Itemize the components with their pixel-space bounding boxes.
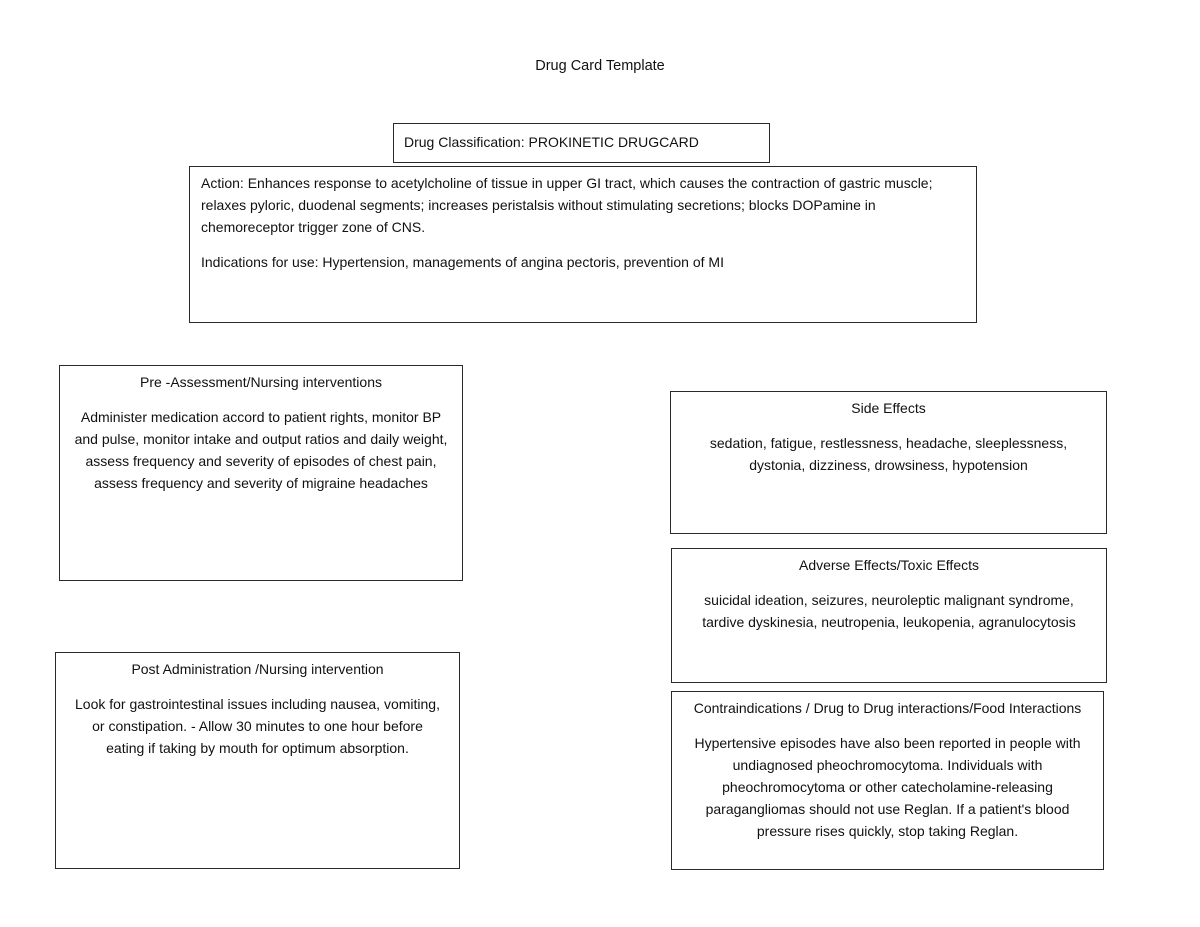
post-administration-body: Look for gastrointestinal issues including nausea, vomiting, or constipation. - Allow 30 minutes to one hour before eating if taking by mouth for optimum absorption.	[75, 696, 440, 756]
adverse-effects-body: suicidal ideation, seizures, neuroleptic malignant syndrome, tardive dyskinesia, neutropenia, leukopenia, agranulocytosis	[702, 592, 1076, 630]
page-title: Drug Card Template	[535, 58, 665, 74]
contraindications-heading: Contraindications / Drug to Drug interactions/Food Interactions	[693, 700, 1082, 716]
pre-assessment-heading: Pre -Assessment/Nursing interventions	[140, 374, 382, 390]
post-administration-heading: Post Administration /Nursing intervention	[131, 661, 384, 677]
pre-assessment-box	[59, 365, 463, 581]
side-effects-heading: Side Effects	[851, 400, 926, 416]
drug-classification-box	[393, 123, 770, 163]
contraindications-body: Hypertensive episodes have also been reported in people with undiagnosed pheochromocytoma. Individuals with pheochromocytoma or other catecholamine-releasing paragangliomas should not use Reglan. If a patient's blood pressure rises quickly, stop taking Reglan.	[694, 735, 1081, 839]
post-administration-box	[55, 652, 460, 869]
adverse-effects-box	[671, 548, 1107, 683]
pre-assessment-body: Administer medication accord to patient rights, monitor BP and pulse, monitor intake and output ratios and daily weight, assess frequency and severity of episodes of chest pain, assess frequency and severity of migraine headaches	[74, 409, 448, 491]
drug-classification-text: Drug Classification: PROKINETIC DRUGCARD	[404, 134, 699, 150]
side-effects-box	[670, 391, 1107, 534]
contraindications-box	[671, 691, 1104, 870]
side-effects-body: sedation, fatigue, restlessness, headache, sleeplessness, dystonia, dizziness, drowsiness, hypotension	[709, 435, 1068, 473]
adverse-effects-heading: Adverse Effects/Toxic Effects	[798, 557, 979, 573]
action-indications-box	[189, 166, 977, 323]
indications-text: Indications for use: Hypertension, managements of angina pectoris, prevention of MI	[201, 254, 724, 270]
action-text: Action: Enhances response to acetylcholine of tissue in upper GI tract, which causes the contraction of gastric muscle; relaxes pyloric, duodenal segments; increases peristalsis without stimulating secretions; blocks DOPamine in chemoreceptor trigger zone of CNS.	[201, 175, 933, 235]
